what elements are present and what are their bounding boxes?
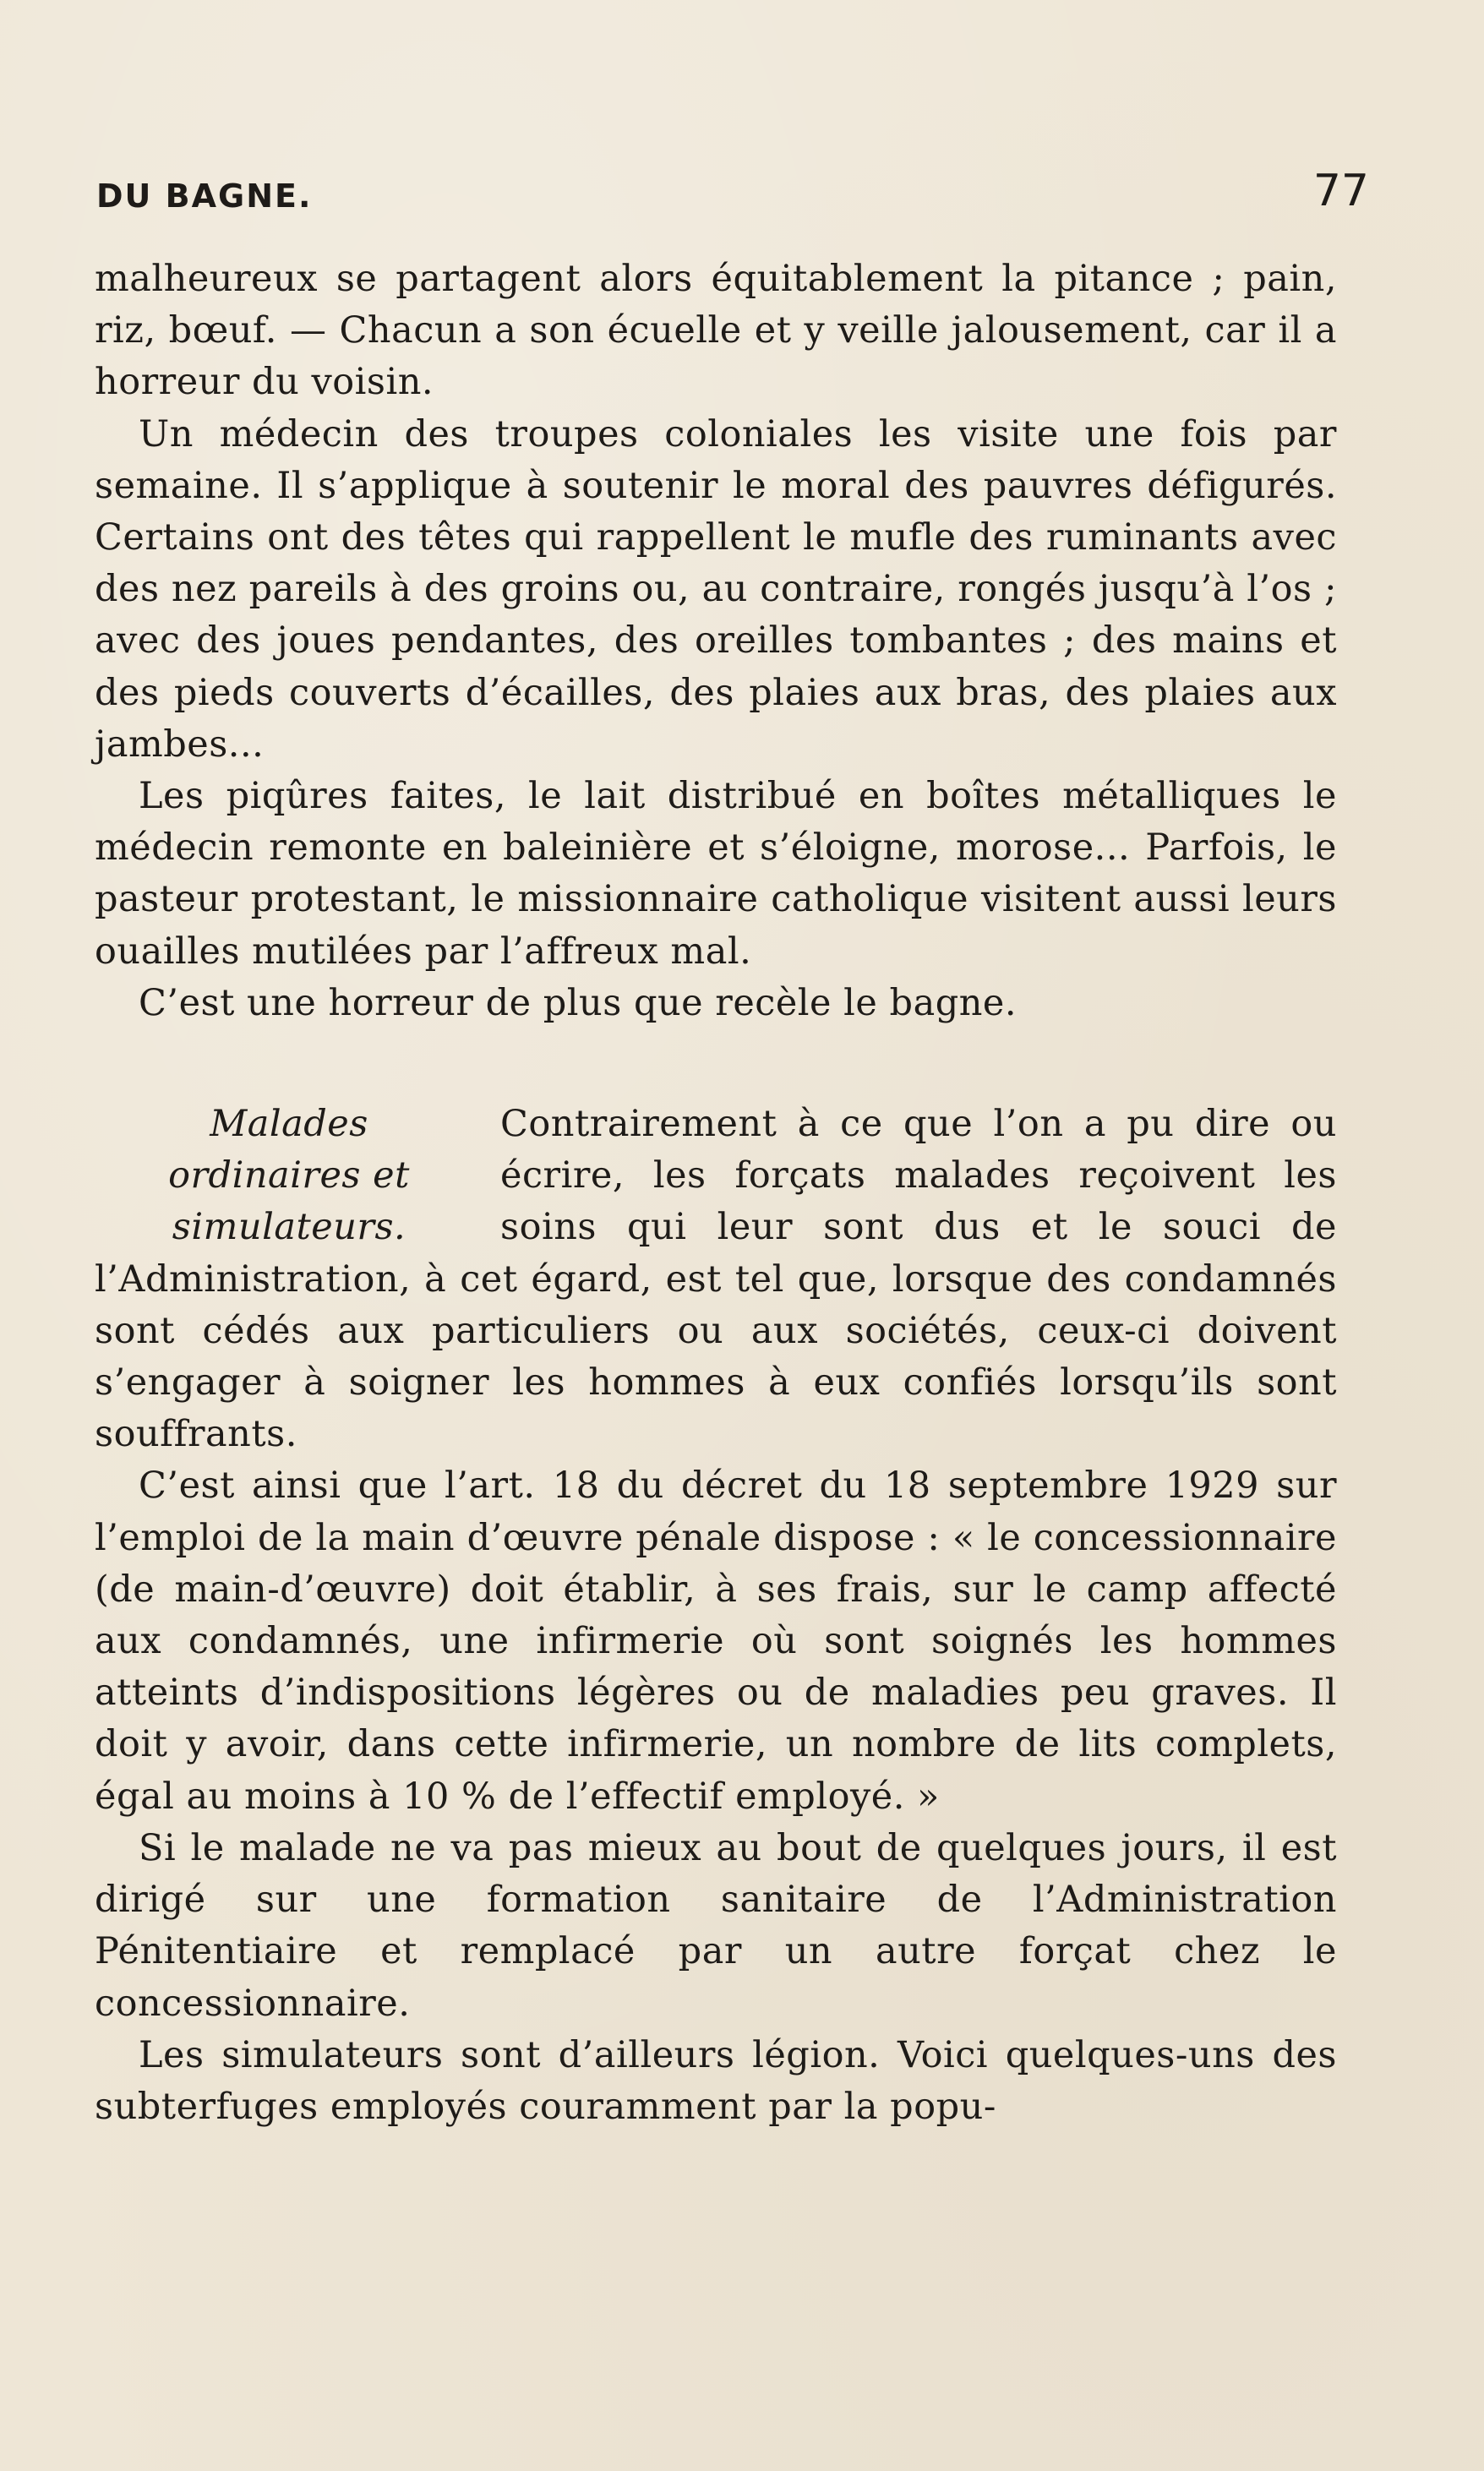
paragraph: Un médecin des troupes coloniales les visite une fois par semaine. Il s’applique à soutenir le moral des pauvres défigurés. Certains ont des têtes qui rappellent le mufle des ruminants avec des nez pareils à des groins ou, au contraire, rongés jusqu’à l’os ; avec des joues pendantes, des oreilles tombantes ; des mains et des pieds couverts d’écailles, des plaies aux bras, des plaies aux jambes...	[95, 412, 1337, 766]
paragraph: malheureux se partagent alors équitablement la pitance ; pain, riz, bœuf. — Chacun a son écuelle et y veille jalousement, car il a horreur du voisin.	[95, 258, 1337, 404]
paragraph: Contrairement à ce que l’on a pu dire ou écrire, les forçats malades reçoivent les soins qui leur sont dus et le souci de l’Administration, à cet égard, est tel que, lorsque des condamnés sont cédés aux particuliers ou aux sociétés, ceux-ci doivent s’engager à soigner les hommes à eux confiés lorsqu’ils sont souffrants.	[95, 1103, 1337, 1456]
side-heading	[95, 1099, 483, 1254]
section-spacer	[95, 1029, 1337, 1099]
side-heading-line: ordinaires et	[168, 1154, 410, 1197]
paragraph: Si le malade ne va pas mieux au bout de quelques jours, il est dirigé sur une formation sanitaire de l’Administration Pénitentiaire et remplacé par un autre forçat chez le concessionnaire.	[95, 1826, 1337, 2025]
paragraph: Les piqûres faites, le lait distribué en boîtes métalliques le médecin remonte en baleinière et s’éloigne, morose... Parfois, le pasteur protestant, le missionnaire catholique visitent aussi leurs ouailles mutilées par l’affreux mal.	[95, 775, 1337, 973]
paragraph: C’est une horreur de plus que recèle le bagne.	[139, 981, 1018, 1024]
side-heading-line: simulateurs.	[172, 1206, 406, 1249]
book-page	[95, 161, 1369, 2133]
body-text	[95, 254, 1337, 2133]
running-head: DU BAGNE.	[96, 177, 313, 215]
page-number: 77	[1312, 166, 1369, 216]
paragraph: Les simulateurs sont d’ailleurs légion. Voici quelques-uns des subterfuges employés couramment par la popu-	[95, 2033, 1337, 2128]
paragraph: C’est ainsi que l’art. 18 du décret du 18 septembre 1929 sur l’emploi de la main d’œuvre pénale dispose : « le concessionnaire (de main-d’œuvre) doit établir, à ses frais, sur le camp affecté aux condamnés, une infirmerie où sont soignés les hommes atteints d’indispositions légères ou de maladies peu graves. Il doit y avoir, dans cette infirmerie, un nombre de lits complets, égal au moins à 10 % de l’effectif employé. »	[95, 1465, 1337, 1818]
side-heading-line: Malades	[210, 1103, 368, 1146]
page-header	[95, 161, 1369, 254]
section-malades	[95, 1099, 1337, 2133]
